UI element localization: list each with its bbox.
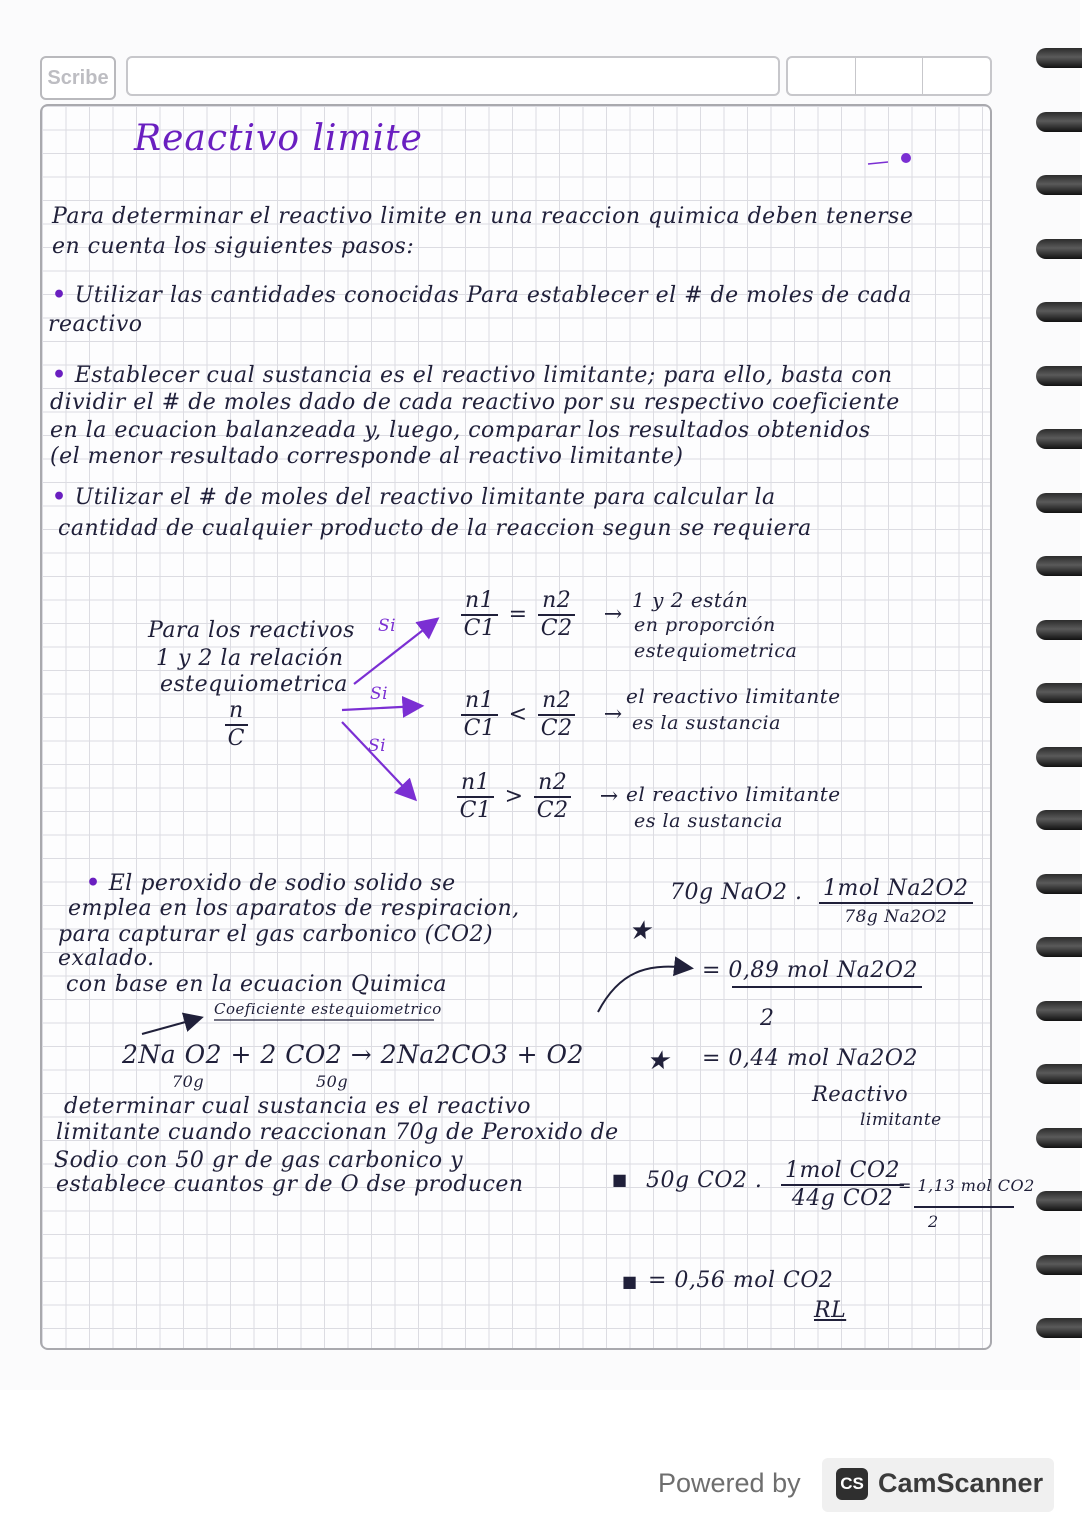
binding-ring (1036, 1001, 1082, 1021)
step-2-line-1: • Establecer cual sustancia es el reactivo limitante; para ello, basta con (52, 362, 893, 388)
intro-line-1: Para determinar el reactivo limite en una reaccion quimica deben tenerse (52, 204, 914, 229)
binding-ring (1036, 112, 1082, 132)
case-1-line-3: estequiometrica (634, 640, 798, 662)
problem-line-1: • El peroxido de sodio solido se (86, 870, 456, 896)
binding-ring (1036, 683, 1082, 703)
spiral-binding (1036, 40, 1080, 1360)
purple-dash (868, 162, 888, 164)
calc-2-divisor: 2 (928, 1212, 939, 1231)
problem-line-5: con base en la ecuacion Quimica (66, 972, 448, 997)
case-3-line-1: el reactivo limitante (626, 782, 841, 806)
rl-label-line-1: Reactivo (812, 1082, 909, 1106)
arrow-to-result (598, 967, 690, 1012)
calc-2-left: 50g CO2 . (646, 1168, 763, 1193)
purple-dot (901, 153, 911, 163)
header-subject-field (126, 56, 780, 96)
calc-2-rl: RL (814, 1298, 847, 1323)
binding-ring (1036, 747, 1082, 767)
step-1-line-1: • Utilizar las cantidades conocidas Para establecer el # de moles de cada (52, 282, 912, 308)
binding-ring (1036, 937, 1082, 957)
powered-by-text: Powered by (658, 1468, 801, 1498)
calc-1-left: 70g NaO2 . (670, 880, 803, 905)
binding-ring (1036, 874, 1082, 894)
camscanner-footer (658, 1458, 1058, 1508)
diagram-si-1: Si (378, 616, 397, 636)
calc-2-result: = 1,13 mol CO2 (898, 1176, 1035, 1195)
binding-ring (1036, 810, 1082, 830)
arrow-case-2 (342, 706, 420, 710)
mass-sodium-peroxide: 70g (172, 1072, 205, 1091)
problem-line-2: emplea en los aparatos de respiracion, (68, 896, 520, 921)
case-1-line-1: 1 y 2 están (632, 588, 749, 612)
case-2-line-1: el reactivo limitante (626, 684, 841, 708)
problem-line-3: para capturar el gas carbonico (CO2) (58, 922, 494, 947)
step-2-line-2: dividir el # de moles dado de cada reactivo por su respectivo coeficiente (50, 390, 900, 415)
camscanner-badge (822, 1458, 1054, 1512)
binding-ring (1036, 302, 1082, 322)
grid-writing-area (40, 104, 1035, 1350)
calc-1-fraction: $\frac{\text{1mol Na2O2}}{\text{78g Na2O2}}$ (816, 876, 976, 930)
diagram-left-line-1: Para los reactivos (148, 618, 355, 643)
binding-ring (1036, 493, 1082, 513)
arrow-to-coefficient (142, 1018, 200, 1034)
arrow-case-3 (342, 722, 414, 798)
case-3-line-2: es la sustancia (634, 810, 783, 832)
camscanner-brand-name: CamScanner (878, 1468, 1044, 1498)
binding-ring (1036, 429, 1082, 449)
star-icon-2: ★ (646, 1046, 670, 1076)
diagram-left-line-2: 1 y 2 la relación (156, 646, 344, 671)
camscanner-logo-icon: CS (836, 1468, 868, 1500)
problem-line-4: exalado. (58, 946, 155, 971)
bullet-square-icon: ■ (612, 1170, 628, 1189)
diagram-ratio: $\frac{n}{C}$ (222, 698, 251, 752)
star-icon: ★ (628, 916, 652, 946)
case-2-line-2: es la sustancia (632, 712, 781, 734)
question-line-4: establece cuantos gr de O dse producen (56, 1172, 524, 1197)
question-line-2: limitante cuando reaccionan 70g de Peroxido de (56, 1120, 619, 1145)
coefficient-label: Coeficiente estequiometrico (214, 1000, 442, 1018)
binding-ring (1036, 175, 1082, 195)
binding-ring (1036, 366, 1082, 386)
bullet-square-icon-2: ■ (622, 1272, 638, 1291)
notebook-brand-logo: Scribe (40, 56, 116, 100)
step-2-line-3: en la ecuacion balanzeada y, luego, comparar los resultados obtenidos (50, 418, 871, 443)
step-3-line-1: • Utilizar el # de moles del reactivo limitante para calcular la (52, 484, 776, 510)
binding-ring (1036, 1064, 1082, 1084)
diagram-si-2: Si (370, 684, 389, 704)
step-3-line-2: cantidad de cualquier producto de la reaccion segun se requiera (58, 516, 812, 541)
diagram-si-3: Si (368, 736, 387, 756)
rl-label-line-2: limitante (860, 1110, 942, 1130)
case-1-line-2: en proporción (634, 614, 776, 636)
binding-ring (1036, 1255, 1082, 1275)
calc-1-final: = 0,44 mol Na2O2 (702, 1046, 918, 1071)
case-1-condition: $\frac{n1}{C1}$ = $\frac{n2}{C2}$ → (458, 588, 623, 642)
binding-ring (1036, 556, 1082, 576)
binding-ring (1036, 1128, 1082, 1148)
calc-2-fraction: $\frac{\text{1mol CO2}}{\text{44g CO2}}$ (778, 1158, 907, 1212)
question-line-1: determinar cual sustancia es el reactivo (64, 1094, 532, 1119)
page-title: Reactivo limite (134, 118, 423, 159)
binding-ring (1036, 1318, 1082, 1338)
mass-co2: 50g (316, 1072, 349, 1091)
case-3-condition: $\frac{n1}{C1}$ > $\frac{n2}{C2}$ → (454, 770, 619, 824)
chemical-equation: 2Na O2 + 2 CO2 → 2Na2CO3 + O2 (122, 1040, 584, 1069)
calc-1-divisor: 2 (760, 1006, 775, 1031)
calc-2-final: = 0,56 mol CO2 (648, 1268, 834, 1293)
diagram-arrows (42, 106, 990, 1348)
case-2-condition: $\frac{n1}{C1}$ < $\frac{n2}{C2}$ → (458, 688, 623, 742)
diagram-left-line-3: estequiometrica (160, 672, 348, 697)
question-line-3: Sodio con 50 gr de gas carbonico y (54, 1148, 464, 1173)
binding-ring (1036, 1191, 1082, 1211)
arrow-case-1 (354, 620, 436, 684)
header-date-field (786, 56, 992, 96)
binding-ring (1036, 620, 1082, 640)
binding-ring (1036, 239, 1082, 259)
calc-1-result: = 0,89 mol Na2O2 (702, 958, 918, 983)
step-1-line-2: reactivo (48, 312, 143, 337)
step-2-line-4: (el menor resultado corresponde al reactivo limitante) (50, 444, 684, 469)
intro-line-2: en cuenta los siguientes pasos: (52, 234, 415, 259)
binding-ring (1036, 48, 1082, 68)
